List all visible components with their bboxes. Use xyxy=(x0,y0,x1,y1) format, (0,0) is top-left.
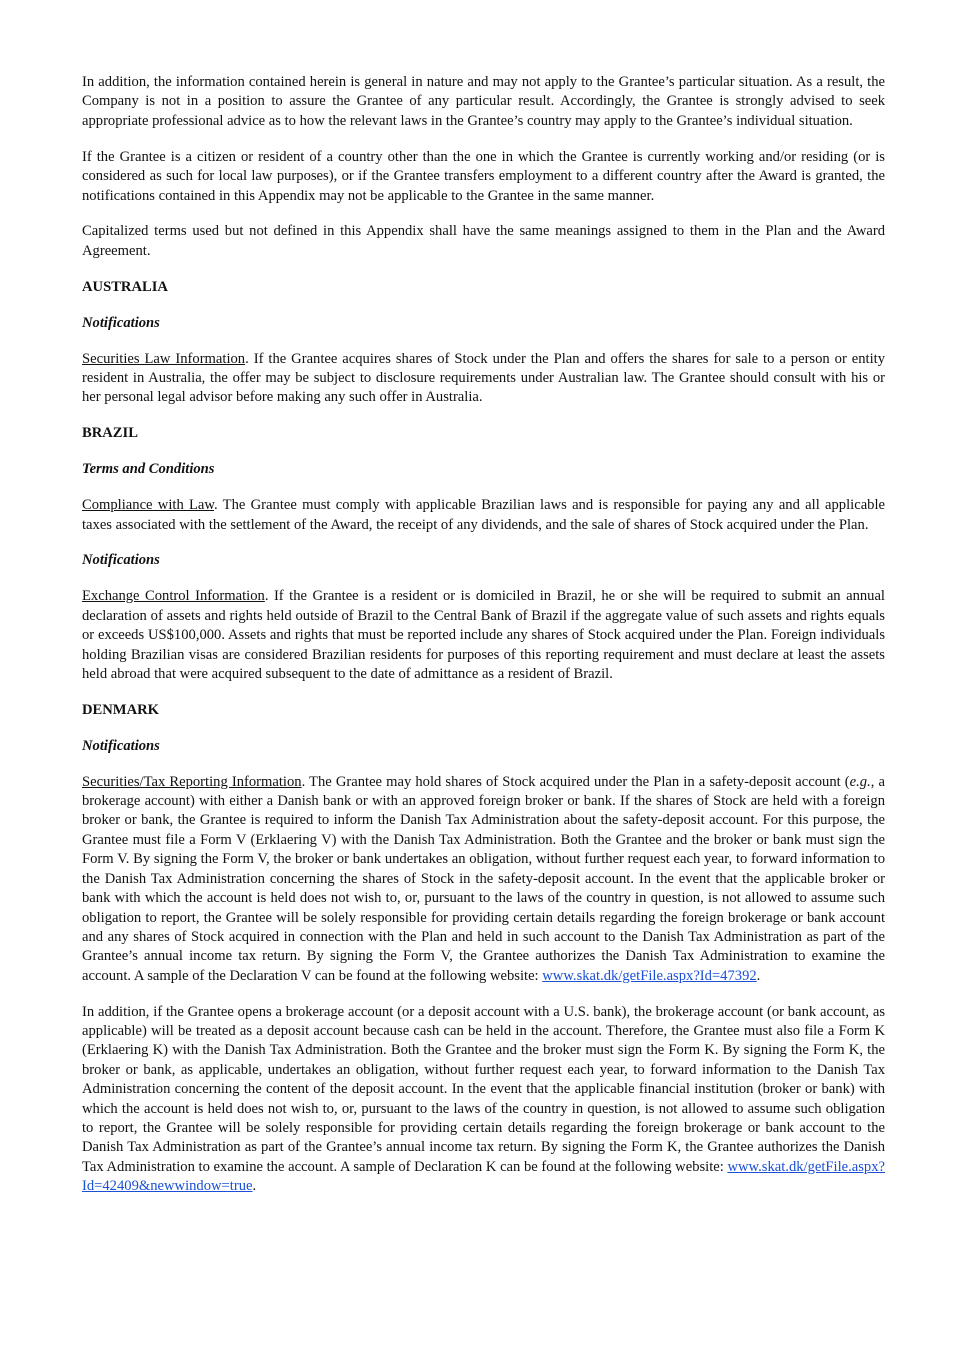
denmark-securities-title: Securities/Tax Reporting Information xyxy=(82,773,302,790)
denmark-text-end-2: . xyxy=(252,1178,257,1195)
denmark-form-k-paragraph xyxy=(82,1003,885,1197)
form-k-link[interactable]: www.skat.dk/getFile.aspx?Id=42409&newwindow=true xyxy=(82,1158,885,1195)
brazil-compliance-title: Compliance with Law xyxy=(82,497,215,514)
brazil-compliance-text: . The Grantee must comply with applicable Brazilian laws and is responsible for paying any and all applicable taxes associated with the settlement of the Award, the receipt of any dividends, and the sale of shares of Stock acquired under the Plan. xyxy=(82,497,885,533)
brazil-compliance-paragraph xyxy=(82,496,885,535)
brazil-exchange-text: . If the Grantee is a resident or is domiciled in Brazil, he or she will be required to submit an annual declaration of assets and rights held outside of Brazil to the Central Bank of Brazil if the aggregate value of such assets and rights equals or exceeds US$100,000. Assets and rights that must be reported include any shares of Stock acquired under the Plan. Foreign individuals holding Brazilian visas are considered Brazilian residents for purposes of this reporting requirement and must declare at least the assets held abroad that were acquired subsequent to the date of admittance as a resident of Brazil. xyxy=(82,588,885,682)
intro-paragraph-2: If the Grantee is a citizen or resident of a country other than the one in which the Grantee is currently working and/or residing (or is considered as such for local law purposes), or if the Grantee transfers employment to a different country after the Award is granted, the notifications contained in this Appendix may not be applicable to the Grantee in the same manner. xyxy=(82,148,885,204)
australia-notifications-heading: Notifications xyxy=(82,314,160,331)
document-page xyxy=(82,73,885,1213)
denmark-form-k-text: In addition, if the Grantee opens a brokerage account (or a deposit account with a U.S. bank), the brokerage account (or bank account, as applicable) will be treated as a deposit account because cash can be held in the account. Therefore, the Grantee must also file a Form K (Erklaering K) with the Danish Tax Administration. Both the Grantee and the broker must sign the Form K. By signing the Form K, the broker or bank, as applicable, undertakes an obligation, without further request each year, to forward information to the Danish Tax Administration concerning the content of the deposit account. In the event that the applicable financial institution (broker or bank) with which the account is held does not wish to, or, pursuant to the laws of the country in question, is not allowed to assume such obligation to report, the Grantee will be solely responsible for providing certain details regarding the foreign brokerage or bank account to the Danish Tax Administration as part of the Grantee’s annual income tax return. By signing the Form K, the Grantee authorizes the Danish Tax Administration to examine the account. A sample of Declaration K can be found at the following website: xyxy=(82,1003,885,1175)
australia-heading: AUSTRALIA xyxy=(82,278,168,295)
brazil-heading: BRAZIL xyxy=(82,425,138,442)
denmark-eg-text: e.g. xyxy=(849,773,871,790)
brazil-terms-heading: Terms and Conditions xyxy=(82,461,215,478)
denmark-text-part-b: , a brokerage account) with either a Danish bank or with an approved foreign broker or bank. If the shares of Stock are held with a foreign broker or bank, the Grantee is required to inform the Danish Tax Administration about the safety-deposit account. For this purpose, the Grantee must file a Form V (Erklaering V) with the Danish Tax Administration. Both the Grantee and the broker or bank must sign the Form V. By signing the Form V, the broker or bank undertakes an obligation, without further request each year, to forward information to the Danish Tax Administration concerning the shares of Stock in the safety-deposit account. In the event that the applicable broker or bank with which the account is held does not wish to, or, pursuant to the laws of the country in question, is not allowed to assume such obligation to report, the Grantee will be solely responsible for providing certain details regarding the foreign brokerage or bank account and any shares of Stock acquired in connection with the Plan and held in such account to the Danish Tax Administration as part of the Grantee’s annual income tax return. By signing the Form V, the Grantee authorizes the Danish Tax Administration to examine the account. A sample of the Declaration V can be found at the following website: xyxy=(82,773,885,984)
intro-paragraph-3: Capitalized terms used but not defined in this Appendix shall have the same meanings assigned to them in the Plan and the Award Agreement. xyxy=(82,223,885,259)
intro-paragraph-1: In addition, the information contained herein is general in nature and may not apply to the Grantee’s particular situation. As a result, the Company is not in a position to assure the Grantee of any particular result. Accordingly, the Grantee is strongly advised to seek appropriate professional advice as to how the relevant laws in the Grantee’s country may apply to the Grantee’s individual situation. xyxy=(82,74,885,129)
denmark-securities-paragraph xyxy=(82,773,885,986)
form-v-link[interactable]: www.skat.dk/getFile.aspx?Id=47392 xyxy=(542,967,757,984)
denmark-notifications-heading: Notifications xyxy=(82,737,160,754)
australia-securities-text: . If the Grantee acquires shares of Stock under the Plan and offers the shares for sale to a person or entity resident in Australia, the offer may be subject to disclosure requirements under Australian law. The Grantee should consult with his or her personal legal advisor before making any such offer in Australia. xyxy=(82,350,886,406)
australia-securities-paragraph xyxy=(82,350,885,408)
denmark-text-part-a: . The Grantee may hold shares of Stock acquired under the Plan in a safety-deposit account ( xyxy=(301,773,850,790)
denmark-heading: DENMARK xyxy=(82,701,160,718)
brazil-notifications-heading: Notifications xyxy=(82,552,160,569)
denmark-text-end-1: . xyxy=(756,967,761,984)
brazil-exchange-title: Exchange Control Information xyxy=(82,588,265,605)
australia-securities-title: Securities Law Information xyxy=(82,350,246,367)
brazil-exchange-paragraph xyxy=(82,587,885,684)
